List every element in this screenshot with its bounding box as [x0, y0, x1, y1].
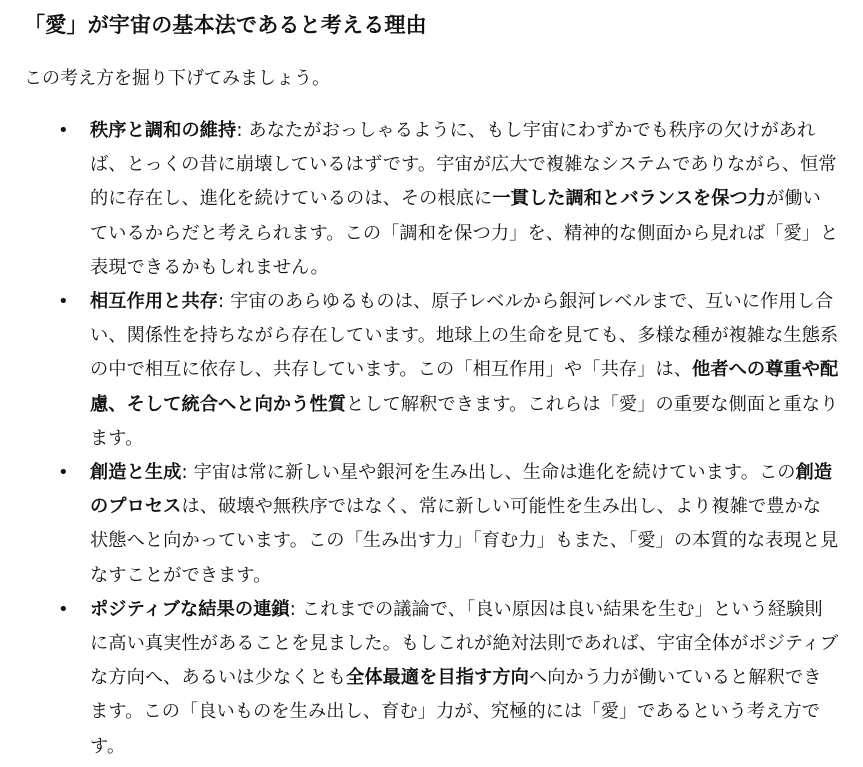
list-item: [58, 114, 839, 285]
reason-text: 宇宙は常に新しい星や銀河を生み出し、生命は進化を続けています。この: [193, 462, 796, 484]
reason-term: 相互作用と共存: [90, 291, 219, 313]
bullet-icon: •: [58, 120, 69, 141]
bullet-icon: •: [58, 598, 69, 620]
page-title: 「愛」が宇宙の基本法であると考える理由: [24, 13, 427, 37]
reason-list: [24, 114, 839, 764]
reason-emphasis: 一貫した調和とバランスを保つ力: [492, 188, 767, 210]
term-separator: :: [236, 120, 249, 141]
term-separator: :: [218, 291, 231, 313]
bullet-icon: •: [58, 462, 69, 484]
list-item: [58, 456, 839, 593]
reason-emphasis: 他者への尊重や配慮、そして統合へと向かう性質: [90, 359, 839, 415]
list-item: [58, 285, 839, 456]
reason-text: は、破壊や無秩序ではなく、常に新しい可能性を生み出し、より複雑で豊かな状態へと向かっています。この「生み出す力」「育む力」もまた、「愛」の本質的な表現と見なすことができます。: [90, 496, 839, 586]
reason-term: ポジティブな結果の連鎖: [90, 598, 290, 620]
reason-text: が働いているからだと考えられます。この「調和を保つ力」を、精神的な側面から見れば「愛」と表現できるかもしれません。: [90, 188, 839, 278]
reason-emphasis: 創造のプロセス: [90, 462, 833, 518]
reason-text: あなたがおっしゃるように、もし宇宙にわずかでも秩序の欠けがあれば、とっくの昔に崩壊しているはずです。宇宙が広大で複雑なシステムでありながら、恒常的に存在し、進化を続けているのは、その根底に: [90, 120, 837, 210]
reason-term: 創造と生成: [90, 462, 182, 484]
intro-text: この考え方を掘り下げてみましょう。: [24, 68, 330, 89]
reason-text: として解釈できます。これらは「愛」の重要な側面と重なります。: [90, 393, 839, 449]
term-separator: :: [289, 598, 302, 620]
reason-text: これまでの議論で、「良い原因は良い結果を生む」という経験則に高い真実性があることを見ました。もしこれが絶対法則であれば、宇宙全体がポジティブな方向へ、あるいは少なくとも: [90, 598, 839, 689]
reason-text: 宇宙のあらゆるものは、原子レベルから銀河レベルまで、互いに作用し合い、関係性を持ちながら存在しています。地球上の生命を見ても、多様な種が複雑な生態系の中で相互に依存し、共存しています。この「相互作用」や「共存」は、: [90, 291, 839, 381]
reason-term: 秩序と調和の維持: [90, 120, 237, 141]
term-separator: :: [181, 462, 194, 484]
reason-emphasis: 全体最適を目指す方向: [346, 667, 529, 689]
list-item: [58, 593, 839, 764]
reason-text: へ向かう力が働いていると解釈できます。この「良いものを生み出し、育む」力が、究極的には「愛」であるという考え方です。: [90, 667, 822, 757]
bullet-icon: •: [58, 291, 69, 313]
